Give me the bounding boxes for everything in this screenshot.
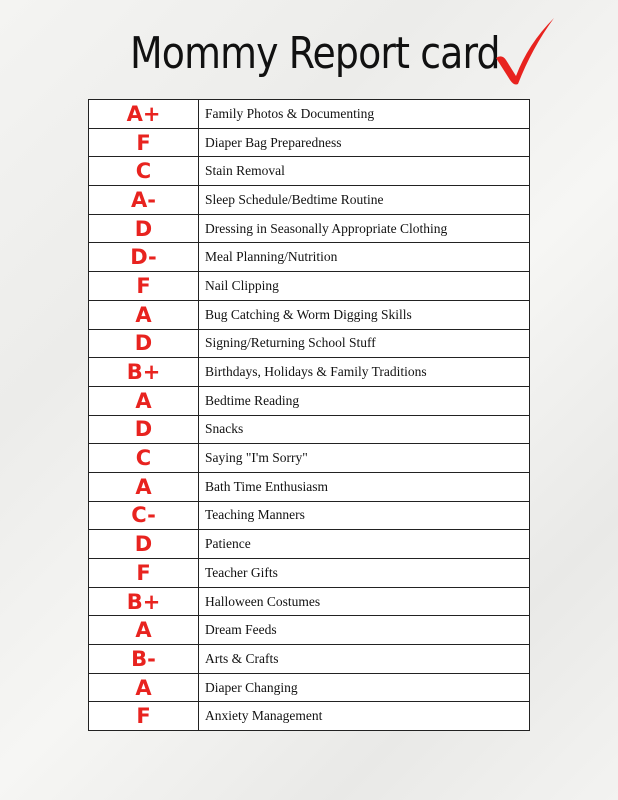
subject: Bath Time Enthusiasm — [199, 472, 530, 501]
subject: Nail Clipping — [199, 272, 530, 301]
table-row — [89, 587, 530, 616]
checkmark-icon — [492, 14, 558, 86]
subject: Teacher Gifts — [199, 559, 530, 588]
grade: D — [89, 530, 199, 559]
subject: Family Photos & Documenting — [199, 100, 530, 129]
grade: D- — [89, 243, 199, 272]
grade: C — [89, 444, 199, 473]
table-row — [89, 128, 530, 157]
subject: Dressing in Seasonally Appropriate Clothing — [199, 214, 530, 243]
table-row — [89, 300, 530, 329]
subject: Sleep Schedule/Bedtime Routine — [199, 186, 530, 215]
subject: Arts & Crafts — [199, 645, 530, 674]
subject: Diaper Bag Preparedness — [199, 128, 530, 157]
table-row — [89, 645, 530, 674]
grade: F — [89, 559, 199, 588]
table-row — [89, 358, 530, 387]
subject: Birthdays, Holidays & Family Traditions — [199, 358, 530, 387]
grade: A+ — [89, 100, 199, 129]
grade: F — [89, 128, 199, 157]
grade: D — [89, 415, 199, 444]
table-row — [89, 702, 530, 731]
report-card-table — [88, 99, 530, 731]
grade: B- — [89, 645, 199, 674]
grade: D — [89, 214, 199, 243]
grade: A — [89, 673, 199, 702]
subject: Anxiety Management — [199, 702, 530, 731]
grade: B+ — [89, 358, 199, 387]
table-row — [89, 673, 530, 702]
grade: A — [89, 616, 199, 645]
table-row — [89, 472, 530, 501]
table-row — [89, 530, 530, 559]
table-row — [89, 616, 530, 645]
subject: Bedtime Reading — [199, 386, 530, 415]
table-row — [89, 329, 530, 358]
grade: B+ — [89, 587, 199, 616]
table-row — [89, 559, 530, 588]
table-row — [89, 157, 530, 186]
grade: D — [89, 329, 199, 358]
grade: C — [89, 157, 199, 186]
table-row — [89, 386, 530, 415]
grade: A — [89, 300, 199, 329]
subject: Meal Planning/Nutrition — [199, 243, 530, 272]
table-row — [89, 415, 530, 444]
grade: A — [89, 386, 199, 415]
table-row — [89, 214, 530, 243]
grade: F — [89, 272, 199, 301]
subject: Snacks — [199, 415, 530, 444]
grade: F — [89, 702, 199, 731]
table-row — [89, 501, 530, 530]
grade: A — [89, 472, 199, 501]
table-row — [89, 186, 530, 215]
subject: Bug Catching & Worm Digging Skills — [199, 300, 530, 329]
subject: Halloween Costumes — [199, 587, 530, 616]
subject: Stain Removal — [199, 157, 530, 186]
table-row — [89, 272, 530, 301]
grade: C- — [89, 501, 199, 530]
subject: Saying "I'm Sorry" — [199, 444, 530, 473]
table-row — [89, 100, 530, 129]
table-row — [89, 444, 530, 473]
subject: Signing/Returning School Stuff — [199, 329, 530, 358]
table-row — [89, 243, 530, 272]
page-title: Mommy Report card — [130, 28, 500, 79]
subject: Dream Feeds — [199, 616, 530, 645]
grade: A- — [89, 186, 199, 215]
subject: Patience — [199, 530, 530, 559]
subject: Diaper Changing — [199, 673, 530, 702]
subject: Teaching Manners — [199, 501, 530, 530]
